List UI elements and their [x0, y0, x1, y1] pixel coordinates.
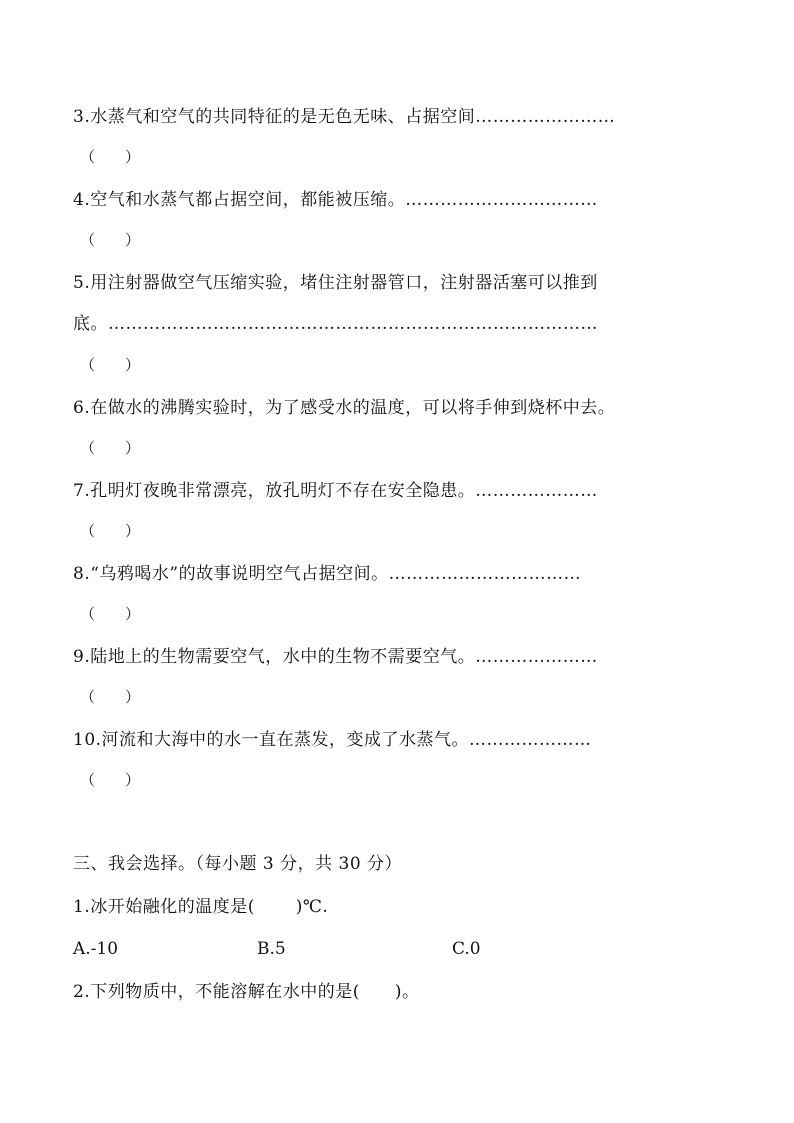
judge-question-7: 7.孔明灯夜晚非常漂亮，放孔明灯不存在安全隐患。…………………: [73, 481, 598, 501]
answer-blank-3[interactable]: （ ）: [80, 148, 141, 166]
choice-option-c[interactable]: C.0: [452, 939, 481, 959]
choice-question-1: 1.冰开始融化的温度是( )℃.: [73, 897, 329, 917]
judge-question-8: 8.“乌鸦喝水”的故事说明空气占据空间。……………………………: [73, 564, 582, 584]
judge-question-5-line1: 5.用注射器做空气压缩实验，堵住注射器管口，注射器活塞可以推到: [73, 273, 598, 293]
judge-question-10: 10.河流和大海中的水一直在蒸发，变成了水蒸气。…………………: [73, 730, 592, 750]
answer-blank-7[interactable]: （ ）: [80, 522, 141, 540]
judge-question-5-line2: 底。…………………………………………………………………………: [73, 314, 598, 334]
answer-blank-9[interactable]: （ ）: [80, 688, 141, 706]
choice-question-2: 2.下列物质中，不能溶解在水中的是( )。: [73, 982, 420, 1002]
answer-blank-6[interactable]: （ ）: [80, 439, 141, 457]
answer-blank-4[interactable]: （ ）: [80, 231, 141, 249]
answer-blank-8[interactable]: （ ）: [80, 605, 141, 623]
choice-option-b[interactable]: B.5: [257, 939, 286, 959]
judge-question-4: 4.空气和水蒸气都占据空间，都能被压缩。……………………………: [73, 190, 598, 210]
answer-blank-5[interactable]: （ ）: [80, 356, 141, 374]
section-heading: 三、我会选择。（每小题 3 分，共 30 分）: [73, 854, 403, 874]
choice-option-a[interactable]: A.-10: [73, 939, 119, 959]
judge-question-9: 9.陆地上的生物需要空气，水中的生物不需要空气。…………………: [73, 647, 598, 667]
judge-question-3: 3.水蒸气和空气的共同特征的是无色无味、占据空间……………………: [73, 107, 616, 127]
answer-blank-10[interactable]: （ ）: [80, 771, 141, 789]
judge-question-6: 6.在做水的沸腾实验时，为了感受水的温度，可以将手伸到烧杯中去。: [73, 398, 616, 418]
